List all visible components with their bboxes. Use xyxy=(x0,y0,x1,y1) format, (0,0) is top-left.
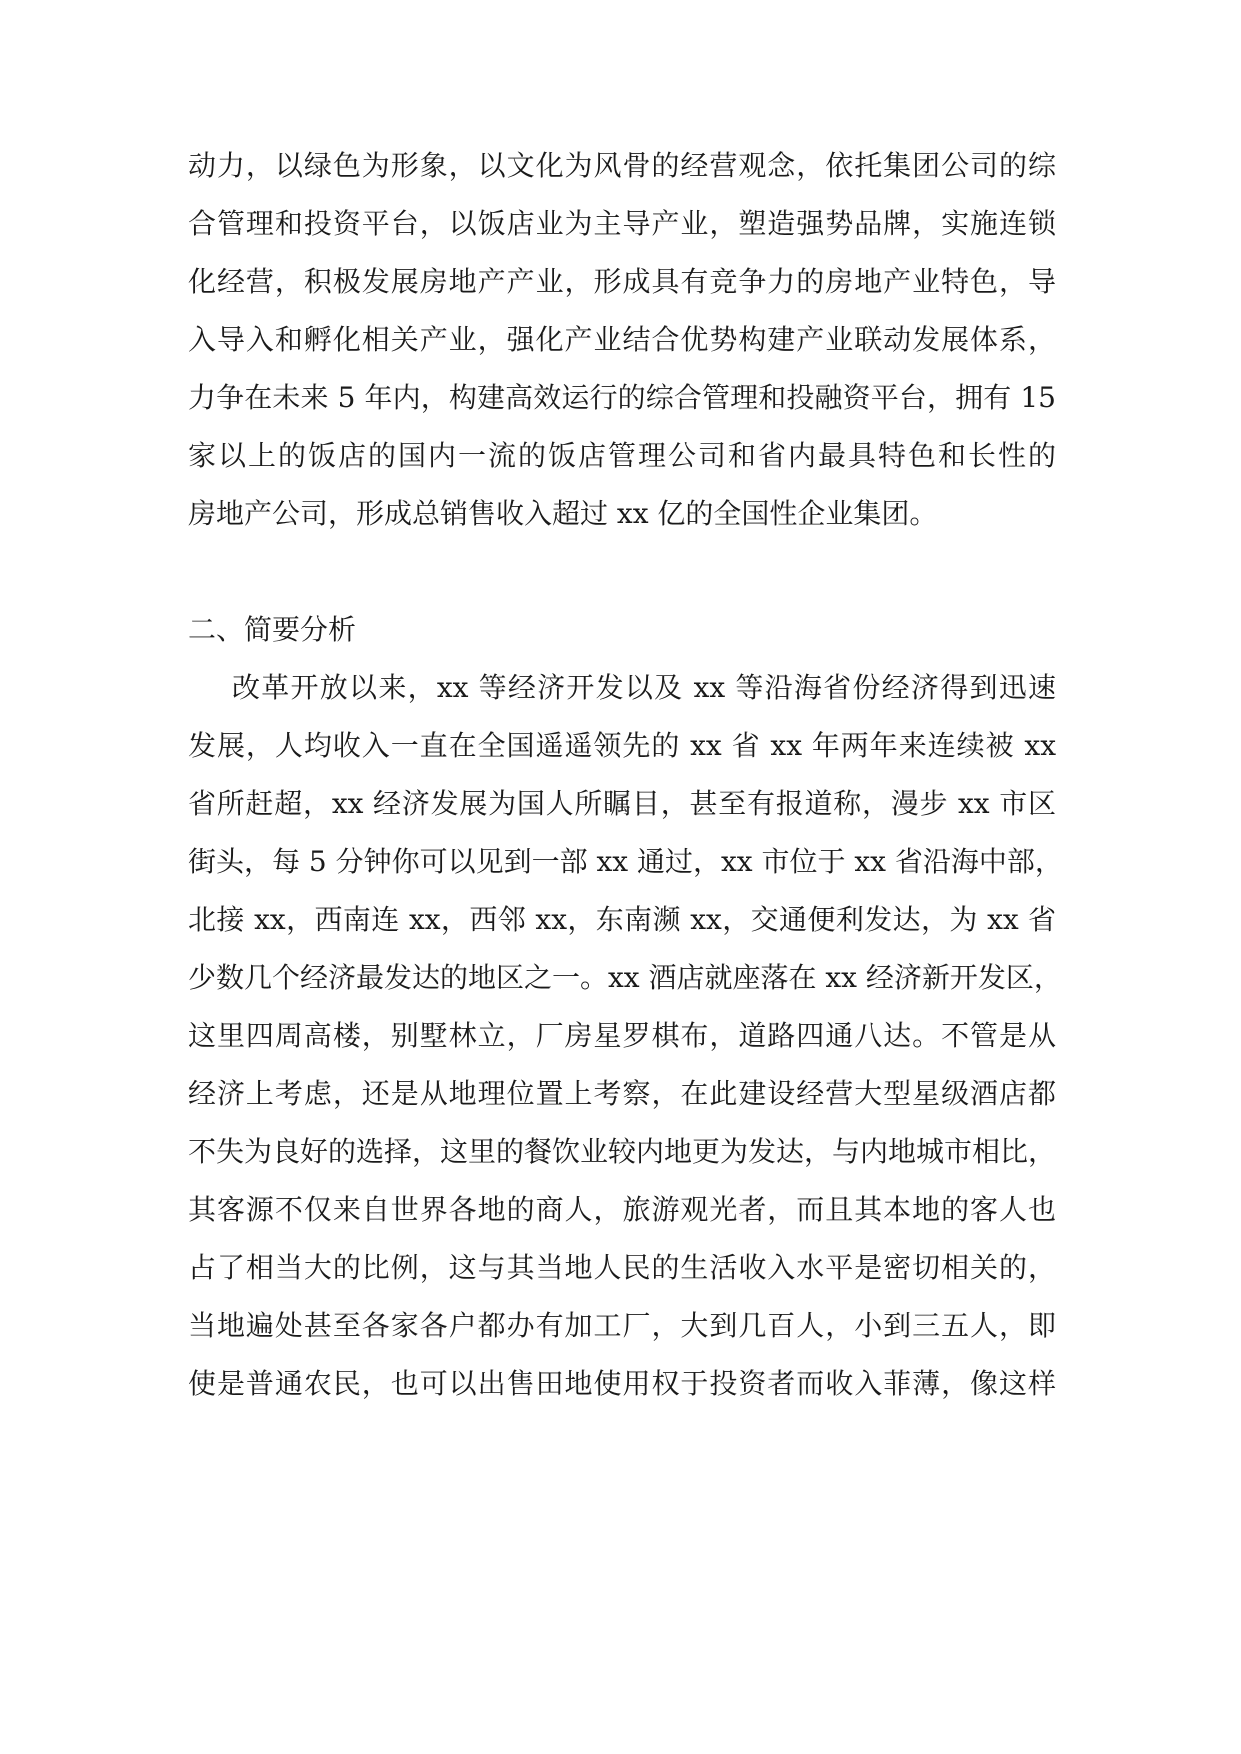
section-heading: 二、简要分析 xyxy=(188,613,357,646)
text-line: 入导入和孵化相关产业，强化产业结合优势构建产业联动发展体系， xyxy=(188,323,1056,356)
text-line: 街头，每 5 分钟你可以见到一部 xx 通过，xx 市位于 xx 省沿海中部， xyxy=(188,845,1063,878)
text-line: 经济上考虑，还是从地理位置上考察，在此建设经营大型星级酒店都 xyxy=(188,1077,1056,1110)
text-line: 少数几个经济最发达的地区之一。xx 酒店就座落在 xx 经济新开发区， xyxy=(188,961,1062,994)
text-line: 家以上的饭店的国内一流的饭店管理公司和省内最具特色和长性的 xyxy=(188,439,1056,472)
text-line: 发展，人均收入一直在全国遥遥领先的 xx 省 xx 年两年来连续被 xx xyxy=(188,729,1056,762)
text-line: 不失为良好的选择，这里的餐饮业较内地更为发达，与内地城市相比， xyxy=(188,1135,1057,1168)
text-line: 力争在未来 5 年内，构建高效运行的综合管理和投融资平台，拥有 15 xyxy=(188,381,1056,414)
text-line: 动力，以绿色为形象，以文化为风骨的经营观念，依托集团公司的综 xyxy=(188,149,1056,182)
text-line: 使是普通农民，也可以出售田地使用权于投资者而收入菲薄，像这样 xyxy=(188,1367,1056,1400)
text-line: 北接 xx，西南连 xx，西邻 xx，东南濒 xx，交通便利发达，为 xx 省 xyxy=(188,903,1056,936)
text-line: 这里四周高楼，别墅林立，厂房星罗棋布，道路四通八达。不管是从 xyxy=(188,1019,1056,1052)
text-line: 改革开放以来，xx 等经济开发以及 xx 等沿海省份经济得到迅速 xyxy=(232,671,1056,704)
text-line: 当地遍处甚至各家各户都办有加工厂，大到几百人，小到三五人，即 xyxy=(188,1309,1056,1342)
text-line: 占了相当大的比例，这与其当地人民的生活收入水平是密切相关的， xyxy=(188,1251,1056,1284)
text-line: 其客源不仅来自世界各地的商人，旅游观光者，而且其本地的客人也 xyxy=(188,1193,1056,1226)
text-line: 化经营，积极发展房地产产业，形成具有竞争力的房地产业特色，导 xyxy=(188,265,1056,298)
text-line: 合管理和投资平台，以饭店业为主导产业，塑造强势品牌，实施连锁 xyxy=(188,207,1056,240)
text-line: 房地产公司，形成总销售收入超过 xx 亿的全国性企业集团。 xyxy=(188,497,938,530)
text-line: 省所赶超，xx 经济发展为国人所瞩目，甚至有报道称，漫步 xx 市区 xyxy=(188,787,1056,820)
